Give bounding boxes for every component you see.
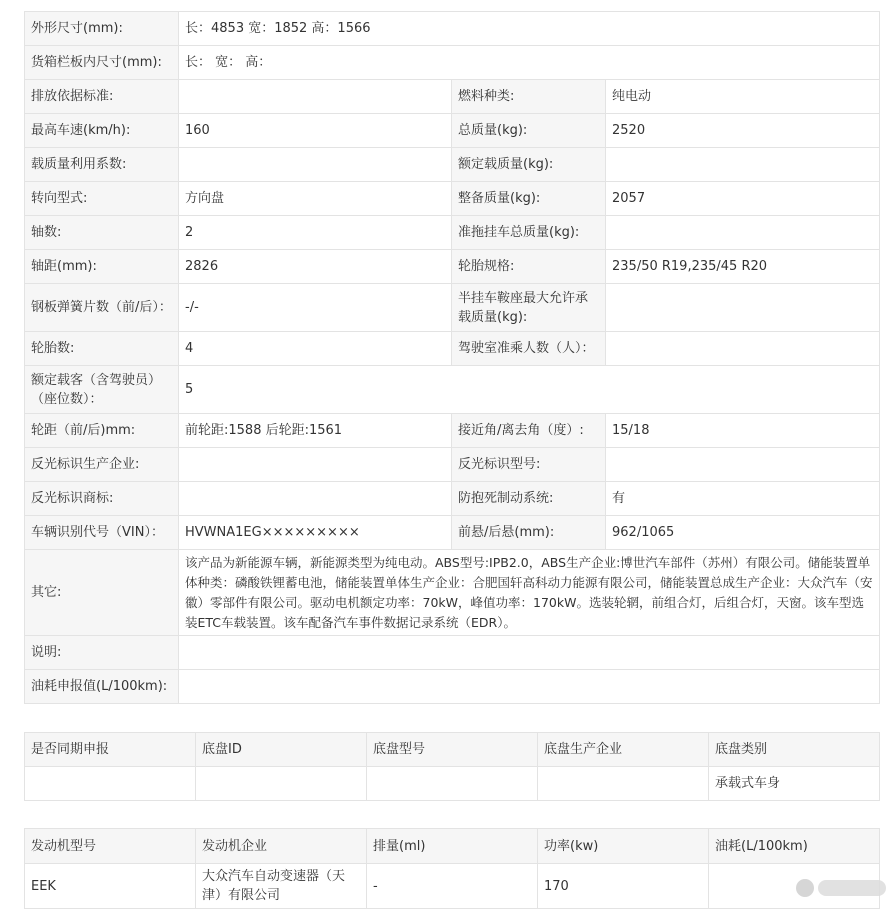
fuel-consumption-value — [179, 670, 880, 704]
engine-header-displacement: 排量(ml) — [367, 829, 538, 864]
engine-power-cell: 170 — [538, 864, 709, 909]
tire-spec-label: 轮胎规格: — [452, 250, 606, 284]
load-factor-label: 载质量利用系数: — [25, 148, 179, 182]
chassis-maker-cell — [538, 767, 709, 801]
steering-value: 方向盘 — [179, 182, 452, 216]
tire-count-value: 4 — [179, 332, 452, 366]
chassis-header-sync: 是否同期申报 — [25, 733, 196, 767]
axles-value: 2 — [179, 216, 452, 250]
chassis-id-cell — [196, 767, 367, 801]
trailer-mass-value — [606, 216, 880, 250]
engine-header-maker: 发动机企业 — [196, 829, 367, 864]
axles-label: 轴数: — [25, 216, 179, 250]
engine-header-consumption: 油耗(L/100km) — [709, 829, 880, 864]
fuel-consumption-label: 油耗申报值(L/100km): — [25, 670, 179, 704]
saddle-load-label: 半挂车鞍座最大允许承载质量(kg): — [452, 284, 606, 332]
curb-mass-label: 整备质量(kg): — [452, 182, 606, 216]
watermark-icon — [795, 878, 815, 898]
vin-label: 车辆识别代号（VIN）： — [25, 516, 179, 550]
reflector-maker-label: 反光标识生产企业: — [25, 448, 179, 482]
chassis-type-cell: 承载式车身 — [709, 767, 880, 801]
engine-header-model: 发动机型号 — [25, 829, 196, 864]
curb-mass-value: 2057 — [606, 182, 880, 216]
wheelbase-value: 2826 — [179, 250, 452, 284]
fuel-type-label: 燃料种类: — [452, 80, 606, 114]
steering-label: 转向型式: — [25, 182, 179, 216]
cargo-size-value: 长： 宽： 高： — [179, 46, 880, 80]
wheelbase-label: 轴距(mm): — [25, 250, 179, 284]
max-speed-label: 最高车速(km/h): — [25, 114, 179, 148]
dimensions-value: 长：4853 宽：1852 高：1566 — [179, 12, 880, 46]
table-row — [25, 864, 880, 909]
rated-load-label: 额定载质量(kg): — [452, 148, 606, 182]
reflector-model-value — [606, 448, 880, 482]
trailer-mass-label: 准拖挂车总质量(kg): — [452, 216, 606, 250]
total-mass-label: 总质量(kg): — [452, 114, 606, 148]
engine-header-power: 功率(kw) — [538, 829, 709, 864]
reflector-brand-label: 反光标识商标: — [25, 482, 179, 516]
max-speed-value: 160 — [179, 114, 452, 148]
engine-displacement-cell: - — [367, 864, 538, 909]
reflector-maker-value — [179, 448, 452, 482]
tire-count-label: 轮胎数: — [25, 332, 179, 366]
rated-load-value — [606, 148, 880, 182]
chassis-model-cell — [367, 767, 538, 801]
watermark-logo — [795, 875, 886, 901]
abs-value: 有 — [606, 482, 880, 516]
chassis-header-type: 底盘类别 — [709, 733, 880, 767]
approach-angle-value: 15/18 — [606, 414, 880, 448]
watermark-mark — [818, 880, 886, 896]
reflector-brand-value — [179, 482, 452, 516]
cab-capacity-value — [606, 332, 880, 366]
dimensions-label: 外形尺寸(mm): — [25, 12, 179, 46]
abs-label: 防抱死制动系统: — [452, 482, 606, 516]
chassis-sync-cell — [25, 767, 196, 801]
chassis-header-maker: 底盘生产企业 — [538, 733, 709, 767]
chassis-header-row — [25, 733, 880, 767]
cab-capacity-label: 驾驶室准乘人数（人）： — [452, 332, 606, 366]
total-mass-value: 2520 — [606, 114, 880, 148]
engine-maker-cell: 大众汽车自动变速器（天津）有限公司 — [196, 864, 367, 909]
engine-header-row — [25, 829, 880, 864]
seats-value: 5 — [179, 366, 880, 414]
fuel-type-value: 纯电动 — [606, 80, 880, 114]
table-row — [25, 767, 880, 801]
note-value — [179, 636, 880, 670]
overhang-label: 前悬/后悬(mm): — [452, 516, 606, 550]
leaf-spring-label: 钢板弹簧片数（前/后）： — [25, 284, 179, 332]
track-width-value: 前轮距:1588 后轮距:1561 — [179, 414, 452, 448]
emission-standard-label: 排放依据标准: — [25, 80, 179, 114]
note-label: 说明: — [25, 636, 179, 670]
track-width-label: 轮距（前/后)mm: — [25, 414, 179, 448]
approach-angle-label: 接近角/离去角（度）: — [452, 414, 606, 448]
engine-model-cell: EEK — [25, 864, 196, 909]
vehicle-spec-table — [24, 11, 880, 704]
cargo-size-label: 货箱栏板内尺寸(mm): — [25, 46, 179, 80]
reflector-model-label: 反光标识型号: — [452, 448, 606, 482]
other-label: 其它: — [25, 550, 179, 636]
overhang-value: 962/1065 — [606, 516, 880, 550]
chassis-table — [24, 732, 880, 801]
seats-label: 额定载客（含驾驶员）（座位数）： — [25, 366, 179, 414]
emission-standard-value — [179, 80, 452, 114]
chassis-header-id: 底盘ID — [196, 733, 367, 767]
vin-value: HVWNA1EG××××××××× — [179, 516, 452, 550]
leaf-spring-value: -/- — [179, 284, 452, 332]
engine-table — [24, 828, 880, 909]
saddle-load-value — [606, 284, 880, 332]
tire-spec-value: 235/50 R19,235/45 R20 — [606, 250, 880, 284]
chassis-header-model: 底盘型号 — [367, 733, 538, 767]
load-factor-value — [179, 148, 452, 182]
other-value: 该产品为新能源车辆，新能源类型为纯电动。ABS型号:IPB2.0，ABS生产企业:博世汽车部件（苏州）有限公司。储能装置单体种类：磷酸铁锂蓄电池，储能装置单体生产企业：合肥国轩高科动力能源有限公司，储能装置总成生产企业：大众汽车（安徽）零部件有限公司。驱动电机额定功率：70kW，峰值功率：170kW。选装轮辋，前组合灯，后组合灯，天窗。该车型选装ETC车载装置。该车配备汽车事件数据记录系统（EDR）。 — [179, 550, 880, 636]
